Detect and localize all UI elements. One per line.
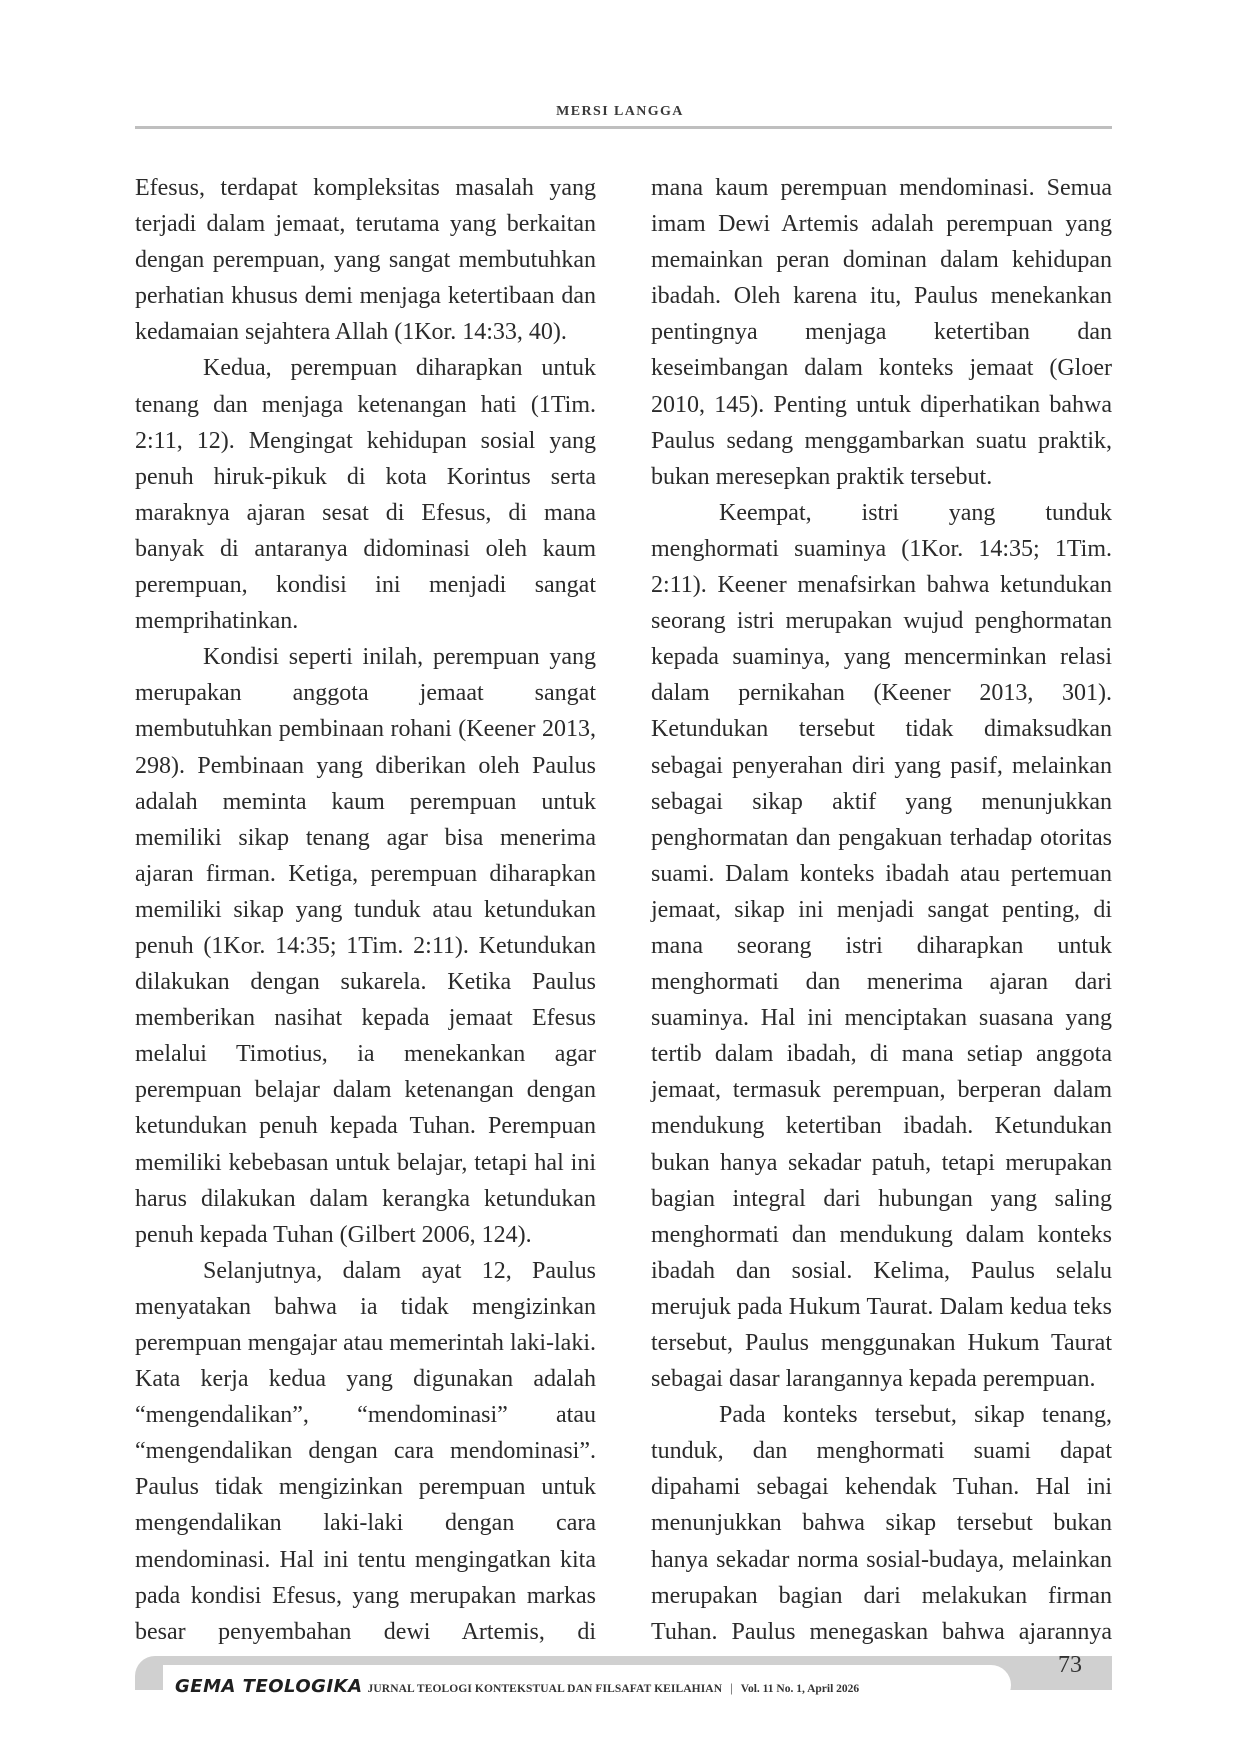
paragraph-left-3: Kondisi seperti inilah, perempuan yang merupakan anggota jemaat sangat membutuhkan pembinaan rohani (Keener 2013, 298). Pembinaan yang diberikan oleh Paulus adalah meminta kaum perempuan untuk memiliki sikap tenang agar bisa menerima ajaran firman. Ketiga, perempuan diharapkan memiliki sikap yang tunduk atau ketundukan penuh (1Kor. 14:35; 1Tim. 2:11). Ketundukan dilakukan dengan sukarela. Ketika Paulus memberikan nasihat kepada jemaat Efesus melalui Timotius, ia menekankan agar perempuan belajar dalam ketenangan dengan ketundukan penuh kepada Tuhan. Perempuan memiliki kebebasan untuk belajar, tetapi hal ini harus dilakukan dalam kerangka ketundukan penuh kepada Tuhan (Gilbert 2006, 124). xyxy=(135,644,596,1248)
page-number: 73 xyxy=(1058,1652,1082,1678)
right-column xyxy=(651,170,1112,1650)
journal-footer xyxy=(175,1676,1015,1698)
running-header-author: MERSI LANGGA xyxy=(556,104,684,119)
paragraph-right-1: mana kaum perempuan mendominasi. Semua imam Dewi Artemis adalah perempuan yang memainkan peran dominan dalam kehidupan ibadah. Oleh karena itu, Paulus menekankan pentingnya menjaga ketertiban dan keseimbangan dalam konteks jemaat (Gloer 2010, 145). Penting untuk diperhatikan bahwa Paulus sedang menggambarkan suatu praktik, bukan meresepkan praktik tersebut. xyxy=(651,175,1112,490)
paragraph-right-2: Keempat, istri yang tunduk menghormati suaminya (1Kor. 14:35; 1Tim. 2:11). Keener menafsirkan bahwa ketundukan seorang istri merupakan wujud penghormatan kepada suaminya, yang mencerminkan relasi dalam pernikahan (Keener 2013, 301). Ketundukan tersebut tidak dimaksudkan sebagai penyerahan diri yang pasif, melainkan sebagai sikap aktif yang menunjukkan penghormatan dan pengakuan terhadap otoritas suami. Dalam konteks ibadah atau pertemuan jemaat, sikap ini menjadi sangat penting, di mana seorang istri diharapkan untuk menghormati dan menerima ajaran dari suaminya. Hal ini menciptakan suasana yang tertib dalam ibadah, di mana setiap anggota jemaat, termasuk perempuan, berperan dalam mendukung ketertiban ibadah. Ketundukan bukan hanya sekadar patuh, tetapi merupakan bagian integral dari hubungan yang saling menghormati dan mendukung dalam konteks ibadah dan sosial. Kelima, Paulus selalu merujuk pada Hukum Taurat. Dalam kedua teks tersebut, Paulus menggunakan Hukum Taurat sebagai dasar larangannya kepada perempuan. xyxy=(651,499,1112,1393)
journal-logo: GEMA TEOLOGIKA xyxy=(175,1676,363,1697)
journal-subtitle: JURNAL TEOLOGI KONTEKSTUAL DAN FILSAFAT KEILAHIAN xyxy=(367,1683,723,1695)
paragraph-left-1: Efesus, terdapat kompleksitas masalah yang terjadi dalam jemaat, terutama yang berkaitan dengan perempuan, yang sangat membutuhkan perhatian khusus demi menjaga ketertibaan dan kedamaian sejahtera Allah (1Kor. 14:33, 40). xyxy=(135,175,596,346)
paragraph-left-2: Kedua, perempuan diharapkan untuk tenang dan menjaga ketenangan hati (1Tim. 2:11, 12). Mengingat kehidupan sosial yang penuh hiruk-pikuk di kota Korintus serta maraknya ajaran sesat di Efesus, di mana banyak di antaranya didominasi oleh kaum perempuan, kondisi ini menjadi sangat memprihatinkan. xyxy=(135,355,596,635)
footer-separator: | xyxy=(730,1680,733,1695)
left-column xyxy=(135,170,596,1650)
header-rule xyxy=(135,126,1112,129)
paragraph-left-4: Selanjutnya, dalam ayat 12, Paulus menyatakan bahwa ia tidak mengizinkan perempuan mengajar atau memerintah laki-laki. Kata kerja kedua yang digunakan adalah “mengendalikan”, “mendominasi” atau “mengendalikan dengan cara mendominasi”. Paulus tidak mengizinkan perempuan untuk mengendalikan laki-laki dengan cara mendominasi. Hal ini tentu mengingatkan kita pada kondisi Efesus, yang merupakan markas besar penyembahan dewi Artemis, di xyxy=(135,1257,596,1645)
paragraph-right-3: Pada konteks tersebut, sikap tenang, tunduk, dan menghormati suami dapat dipahami sebagai kehendak Tuhan. Hal ini menunjukkan bahwa sikap tersebut bukan hanya sekadar norma sosial-budaya, melainkan merupakan bagian dari melakukan firman Tuhan. Paulus menegaskan bahwa ajarannya xyxy=(651,1402,1112,1645)
journal-issue: Vol. 11 No. 1, April 2026 xyxy=(740,1683,860,1695)
